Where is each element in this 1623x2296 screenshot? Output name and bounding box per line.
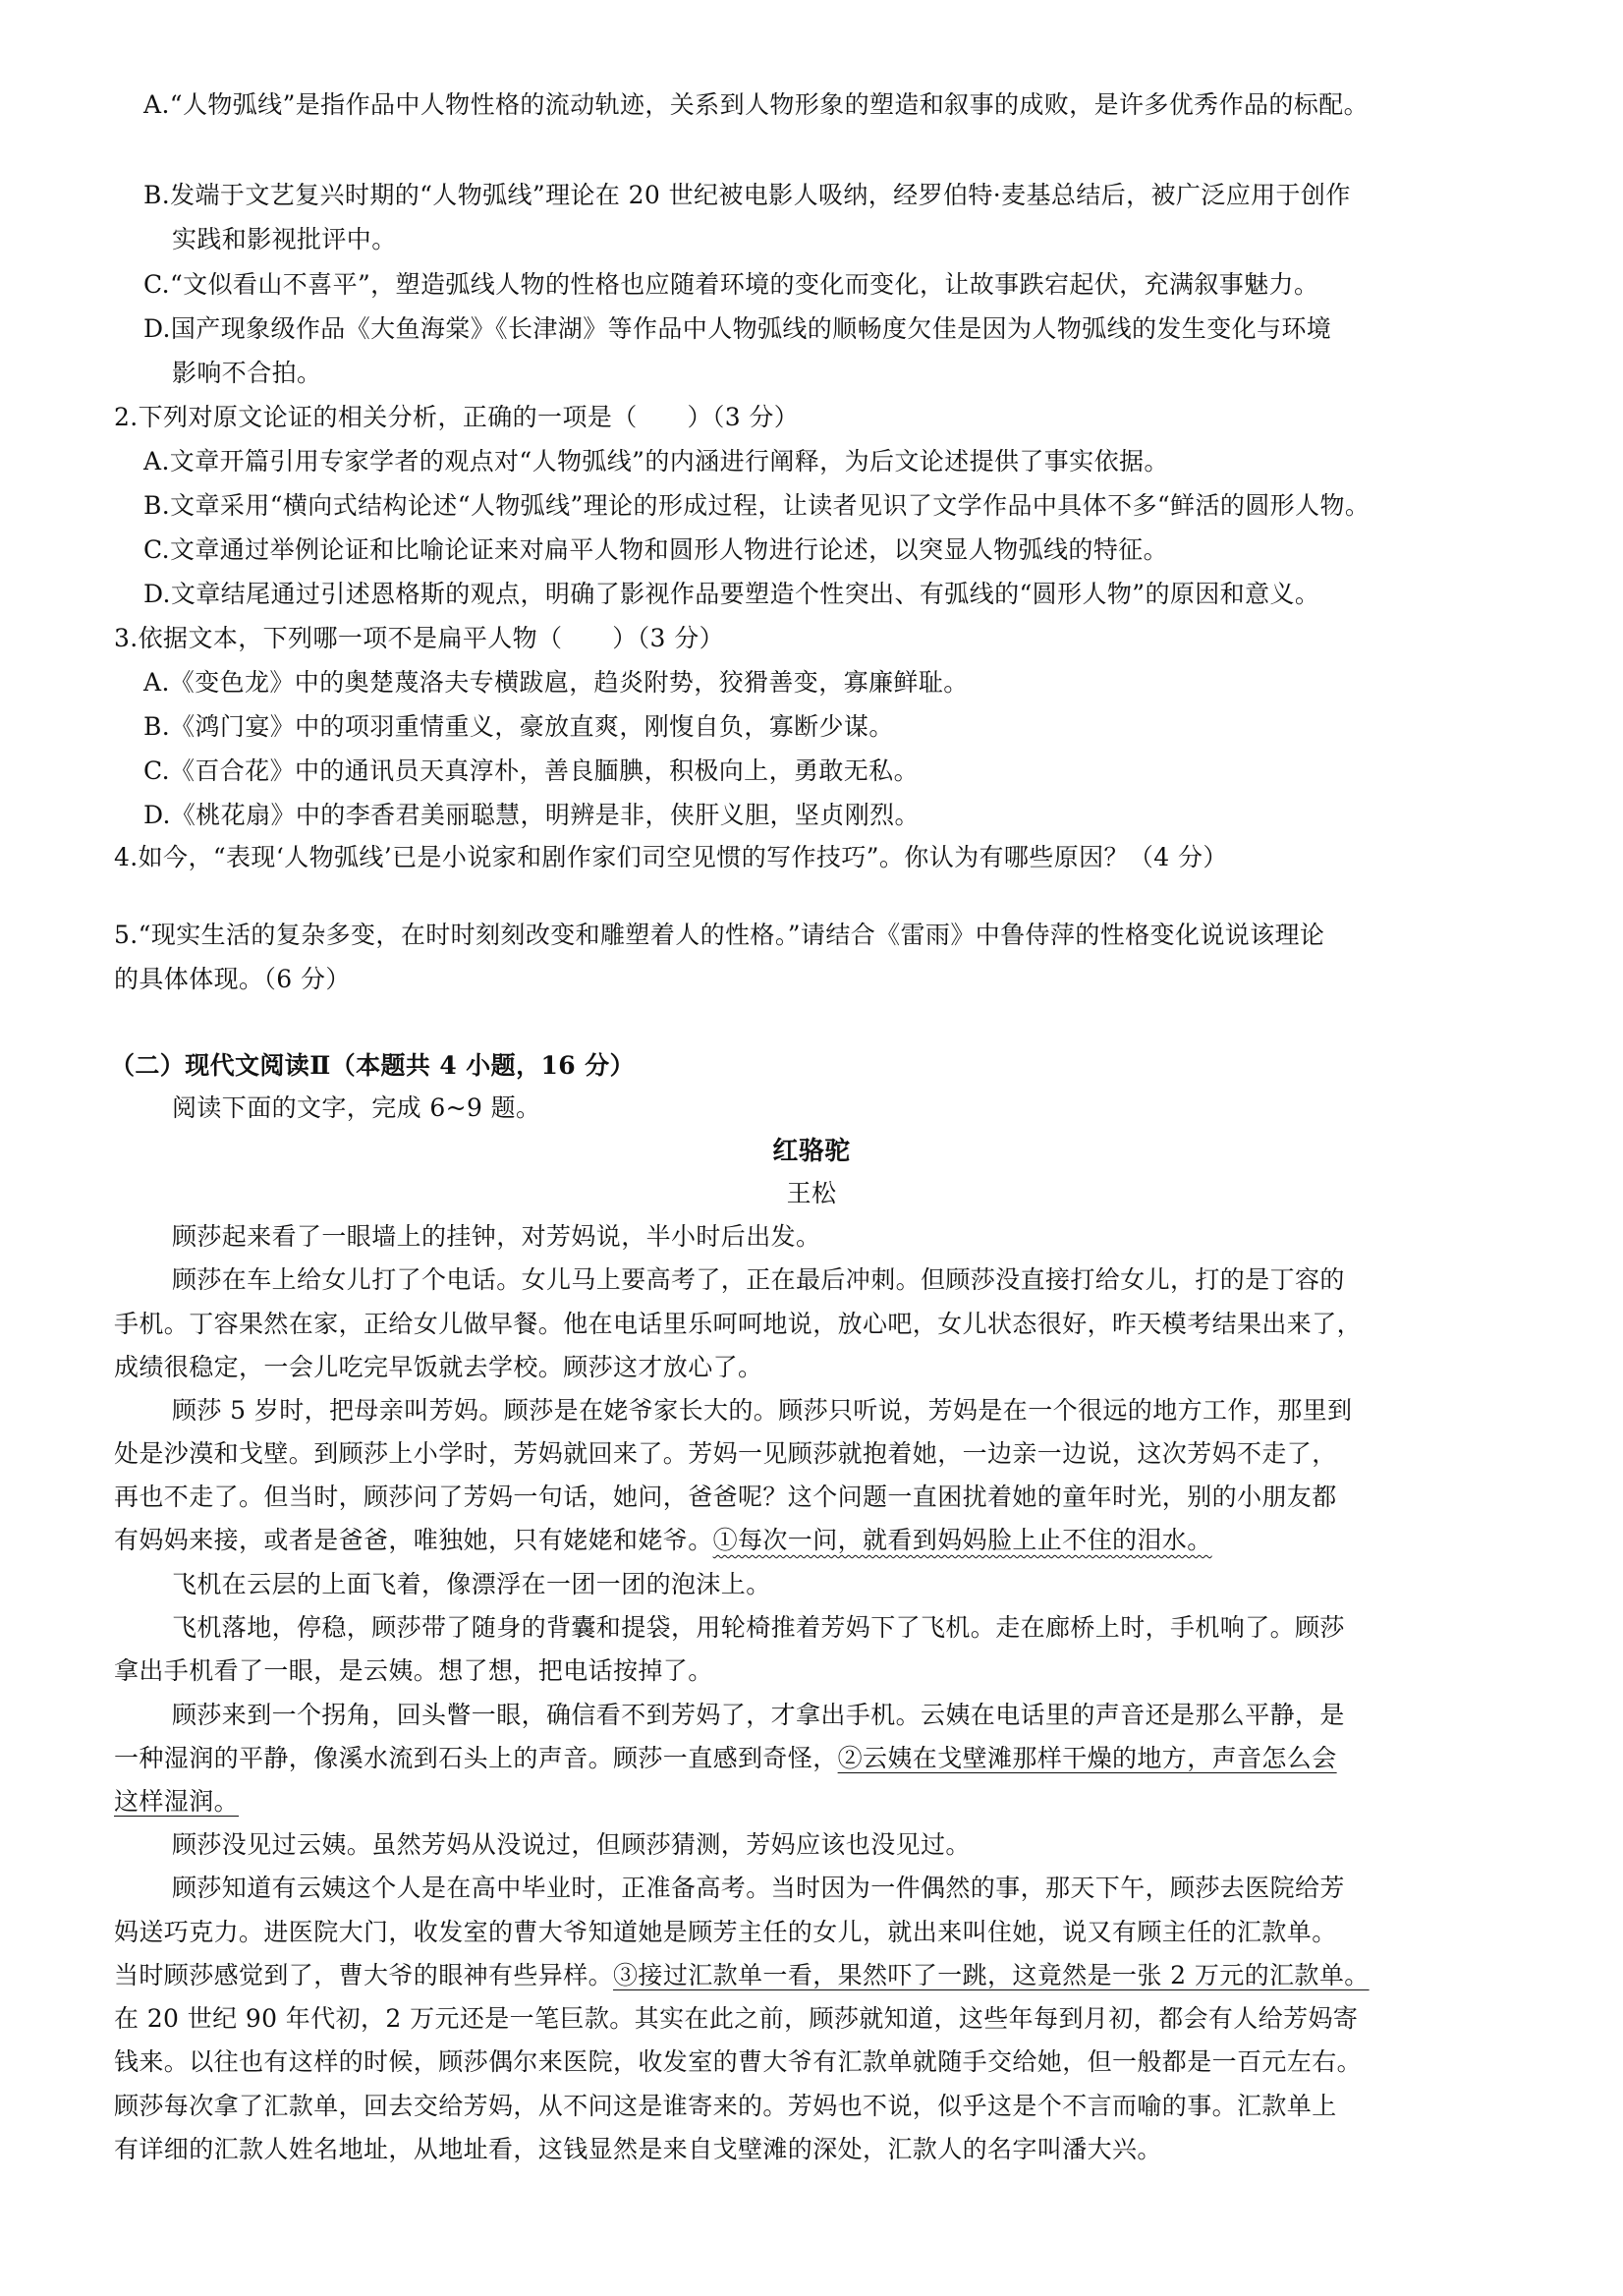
q4-stem: 4.如今，“表现‘人物弧线’已是小说家和剧作家们司空见惯的写作技巧”。你认为有哪些原因？（4 分） (114, 843, 1228, 871)
story-paragraph-2: 顾莎在车上给女儿打了个电话。女儿马上要高考了，正在最后冲刺。但顾莎没直接打给女儿，打的是丁容的 (172, 1265, 1345, 1294)
story-paragraph-8-line (114, 1961, 1370, 1990)
q2-option-a: A.文章开篇引用专家学者的观点对“人物弧线”的内涵进行阐释，为后文论述提供了事实依据。 (143, 447, 1169, 476)
story-paragraph-8: 顾莎知道有云姨这个人是在高中毕业时，正准备高考。当时因为一件偶然的事，那天下午，顾莎去医院给芳 (172, 1874, 1345, 1902)
q2-option-d: D.文章结尾通过引述恩格斯的观点，明确了影视作品要塑造个性突出、有弧线的“圆形人物”的原因和意义。 (143, 580, 1320, 608)
section-instruction: 阅读下面的文字，完成 6~9 题。 (172, 1093, 541, 1122)
q5-stem-cont: 的具体体现。（6 分） (114, 965, 351, 993)
marked-sentence-2: ②云姨在戈壁滩那样干燥的地方，声音怎么会 (837, 1744, 1337, 1772)
story-paragraph-3: 顾莎 5 岁时，把母亲叫芳妈。顾莎是在姥爷家长大的。顾莎只听说，芳妈是在一个很远的地方工作，那里到 (172, 1396, 1353, 1425)
q3-option-b: B.《鸿门宴》中的项羽重情重义，豪放直爽，刚愎自负，寡断少谋。 (143, 712, 894, 741)
story-paragraph-1: 顾莎起来看了一眼墙上的挂钟，对芳妈说，半小时后出发。 (172, 1222, 821, 1251)
story-paragraph-6-line (114, 1744, 1337, 1773)
story-paragraph-2-line: 手机。丁容果然在家，正给女儿做早餐。他在电话里乐呵呵地说，放心吧，女儿状态很好，昨天模考结果出来了， (114, 1310, 1363, 1338)
q3-option-d: D.《桃花扇》中的李香君美丽聪慧，明辨是非，侠肝义胆，坚贞刚烈。 (143, 801, 920, 829)
story-paragraph-8-line: 妈送巧克力。进医院大门，收发室的曹大爷知道她是顾芳主任的女儿，就出来叫住她，说又有顾主任的汇款单。 (114, 1918, 1337, 1946)
story-paragraph-8-line: 有详细的汇款人姓名地址，从地址看，这钱显然是来自戈壁滩的深处，汇款人的名字叫潘大兴。 (114, 2135, 1162, 2163)
q2-option-b: B.文章采用“横向式结构论述“人物弧线”理论的形成过程，让读者见识了文学作品中具体不多“鲜活的圆形人物。 (143, 491, 1371, 520)
story-paragraph-5: 飞机落地，停稳，顾莎带了随身的背囊和提袋，用轮椅推着芳妈下了飞机。走在廊桥上时，手机响了。顾莎 (172, 1613, 1345, 1642)
story-paragraph-3-line (114, 1526, 1212, 1555)
story-title: 红骆驼 (772, 1137, 851, 1166)
story-author: 王松 (786, 1179, 837, 1207)
q1-option-d: D.国产现象级作品《大鱼海棠》《长津湖》等作品中人物弧线的顺畅度欠佳是因为人物弧线的发生变化与环境 (143, 314, 1332, 343)
story-text: 一种湿润的平静，像溪水流到石头上的声音。顾莎一直感到奇怪， (114, 1744, 838, 1772)
q1-option-a: A.“人物弧线”是指作品中人物性格的流动轨迹，关系到人物形象的塑造和叙事的成败，是许多优秀作品的标配。 (143, 90, 1369, 119)
story-text: 有妈妈来接，或者是爸爸，唯独她，只有姥姥和姥爷。 (114, 1526, 713, 1554)
story-paragraph-3-line: 处是沙漠和戈壁。到顾莎上小学时，芳妈就回来了。芳妈一见顾莎就抱着她，一边亲一边说，这次芳妈不走了， (114, 1439, 1337, 1468)
q3-stem: 3.依据文本，下列哪一项不是扁平人物（ ）（3 分） (114, 624, 725, 652)
q5-stem: 5.“现实生活的复杂多变，在时时刻刻改变和雕塑着人的性格。”请结合《雷雨》中鲁侍萍的性格变化说说该理论 (114, 921, 1325, 949)
story-paragraph-3-line: 再也不走了。但当时，顾莎问了芳妈一句话，她问，爸爸呢？这个问题一直困扰着她的童年时光，别的小朋友都 (114, 1483, 1337, 1511)
q1-option-b: B.发端于文艺复兴时期的“人物弧线”理论在 20 世纪被电影人吸纳，经罗伯特·麦基总结后，被广泛应用于创作 (143, 181, 1351, 209)
story-paragraph-8-line: 在 20 世纪 90 年代初，2 万元还是一笔巨款。其实在此之前，顾莎就知道，这些年每到月初，都会有人给芳妈寄 (114, 2004, 1359, 2033)
story-paragraph-8-line: 钱来。以往也有这样的时候，顾莎偶尔来医院，收发室的曹大爷有汇款单就随手交给她，但一般都是一百元左右。 (114, 2047, 1363, 2076)
q3-option-c: C.《百合花》中的通讯员天真淳朴，善良腼腆，积极向上，勇敢无私。 (143, 756, 919, 785)
story-paragraph-2-line: 成绩很稳定，一会儿吃完早饭就去学校。顾莎这才放心了。 (114, 1353, 763, 1381)
story-text: 当时顾莎感觉到了，曹大爷的眼神有些异样。 (114, 1961, 614, 1989)
q2-option-c: C.文章通过举例论证和比喻论证来对扁平人物和圆形人物进行论述，以突显人物弧线的特征。 (143, 535, 1168, 564)
q1-option-b-cont: 实践和影视批评中。 (172, 225, 397, 253)
marked-sentence-2-cont: 这样湿润。 (114, 1787, 240, 1816)
q1-option-c: C.“文似看山不喜平”，塑造弧线人物的性格也应随着环境的变化而变化，让故事跌宕起伏，充满叙事魅力。 (143, 270, 1319, 299)
story-paragraph-4: 飞机在云层的上面飞着，像漂浮在一团一团的泡沫上。 (172, 1570, 771, 1598)
story-paragraph-6: 顾莎来到一个拐角，回头瞥一眼，确信看不到芳妈了，才拿出手机。云姨在电话里的声音还是那么平静，是 (172, 1701, 1345, 1729)
story-paragraph-8-line: 顾莎每次拿了汇款单，回去交给芳妈，从不问这是谁寄来的。芳妈也不说，似乎这是个不言而喻的事。汇款单上 (114, 2092, 1337, 2120)
q3-option-a: A.《变色龙》中的奥楚蔑洛夫专横跋扈，趋炎附势，狡猾善变，寡廉鲜耻。 (143, 668, 969, 697)
q1-option-d-cont: 影响不合拍。 (172, 359, 322, 387)
story-paragraph-6-line (114, 1787, 239, 1817)
section-heading: （二）现代文阅读Ⅱ（本题共 4 小题，16 分） (110, 1051, 635, 1080)
q2-stem: 2.下列对原文论证的相关分析，正确的一项是（ ）（3 分） (114, 403, 800, 431)
story-paragraph-7: 顾莎没见过云姨。虽然芳妈从没说过，但顾莎猜测，芳妈应该也没见过。 (172, 1830, 971, 1859)
marked-sentence-3: ③接过汇款单一看，果然吓了一跳，这竟然是一张 2 万元的汇款单。 (613, 1961, 1370, 1989)
marked-sentence-1: ①每次一问，就看到妈妈脸上止不住的泪水。 (712, 1526, 1212, 1554)
story-paragraph-5-line: 拿出手机看了一眼，是云姨。想了想，把电话按掉了。 (114, 1656, 713, 1685)
